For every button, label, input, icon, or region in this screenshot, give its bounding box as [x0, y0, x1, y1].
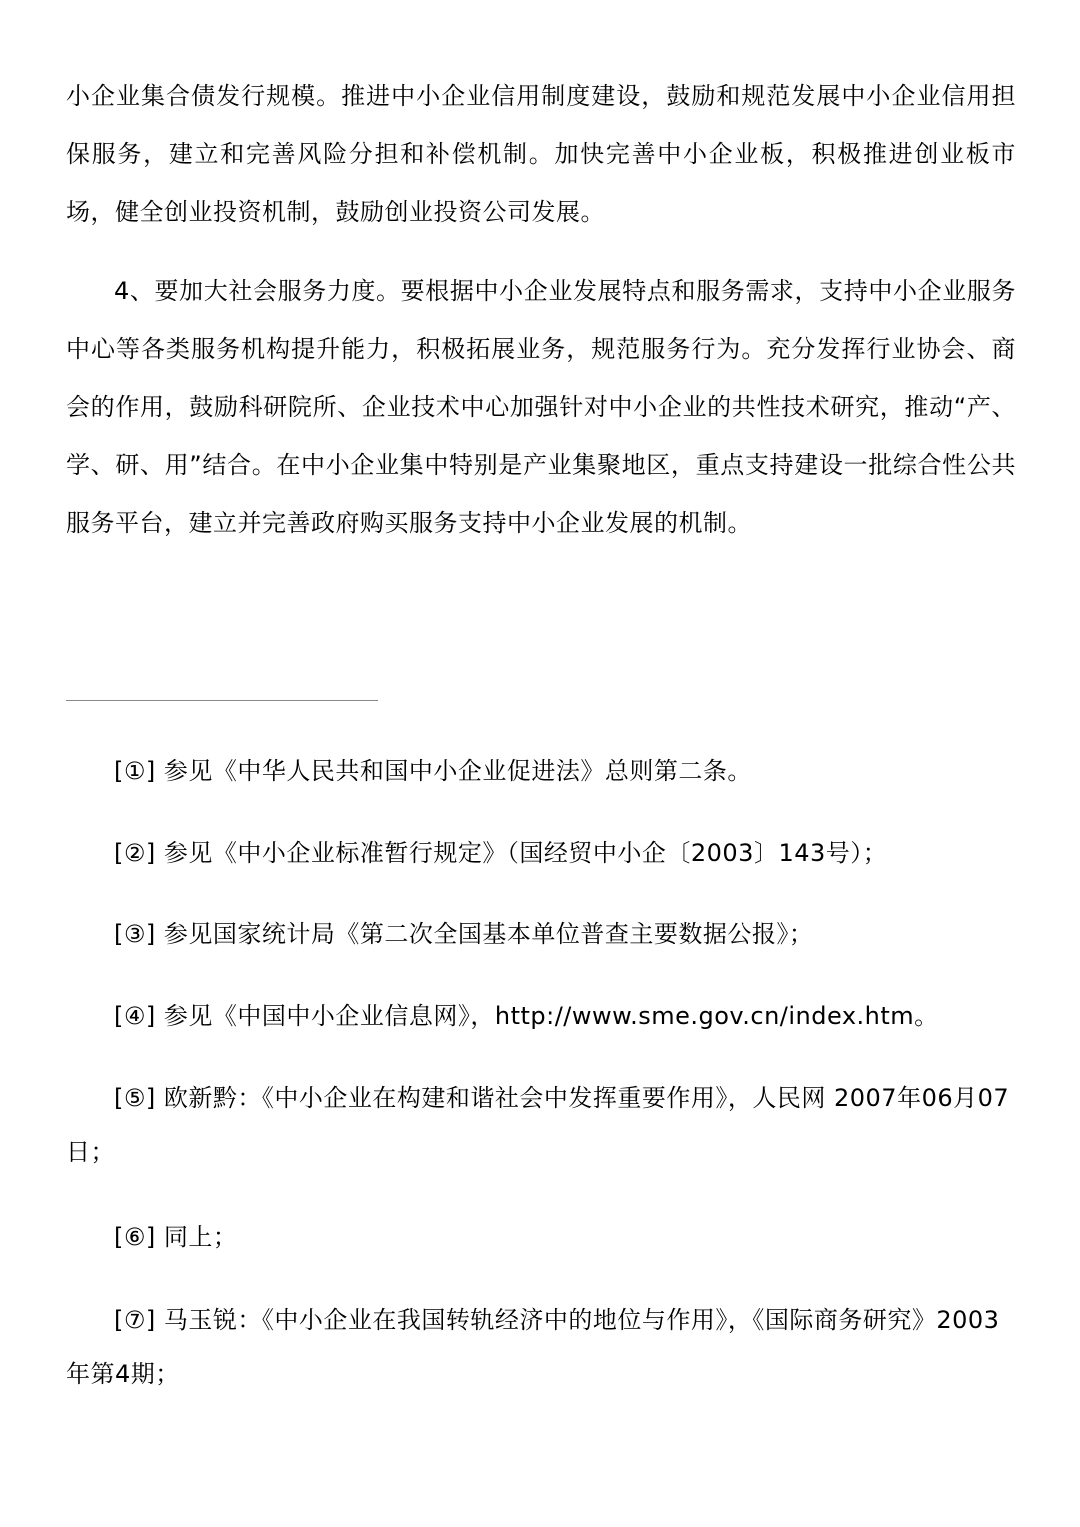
footnote-3: [③] 参见国家统计局《第二次全国基本单位普查主要数据公报》；: [114, 920, 814, 948]
footnote-5: [⑤] 欧新黔：《中小企业在构建和谐社会中发挥重要作用》，人民网 2007年06月07日；: [66, 1084, 1010, 1166]
body-paragraph-2: 4、要加大社会服务力度。要根据中小企业发展特点和服务需求，支持中小企业服务中心等各类服务机构提升能力，积极拓展业务，规范服务行为。充分发挥行业协会、商会的作用，鼓励科研院所、企业技术中心加强针对中小企业的共性技术研究，推动“产、学、研、用”结合。在中小企业集中特别是产业集聚地区，重点支持建设一批综合性公共服务平台，建立并完善政府购买服务支持中小企业发展的机制。: [66, 277, 1016, 537]
footnote-divider: [66, 700, 378, 701]
footnote-1: [①] 参见《中华人民共和国中小企业促进法》总则第二条。: [114, 757, 752, 785]
footnote-4: [④] 参见《中国中小企业信息网》，http://www.sme.gov.cn/index.htm。: [114, 1002, 939, 1030]
footnote-2: [②] 参见《中小企业标准暂行规定》（国经贸中小企〔2003〕143号）；: [114, 839, 888, 867]
footnote-7: [⑦] 马玉锐：《中小企业在我国转轨经济中的地位与作用》，《国际商务研究》2003年第4期；: [66, 1306, 1000, 1388]
footnote-6: [⑥] 同上；: [114, 1223, 238, 1251]
body-paragraph-1: 小企业集合债发行规模。推进中小企业信用制度建设，鼓励和规范发展中小企业信用担保服务，建立和完善风险分担和补偿机制。加快完善中小企业板，积极推进创业板市场，健全创业投资机制，鼓励创业投资公司发展。: [66, 82, 1016, 226]
